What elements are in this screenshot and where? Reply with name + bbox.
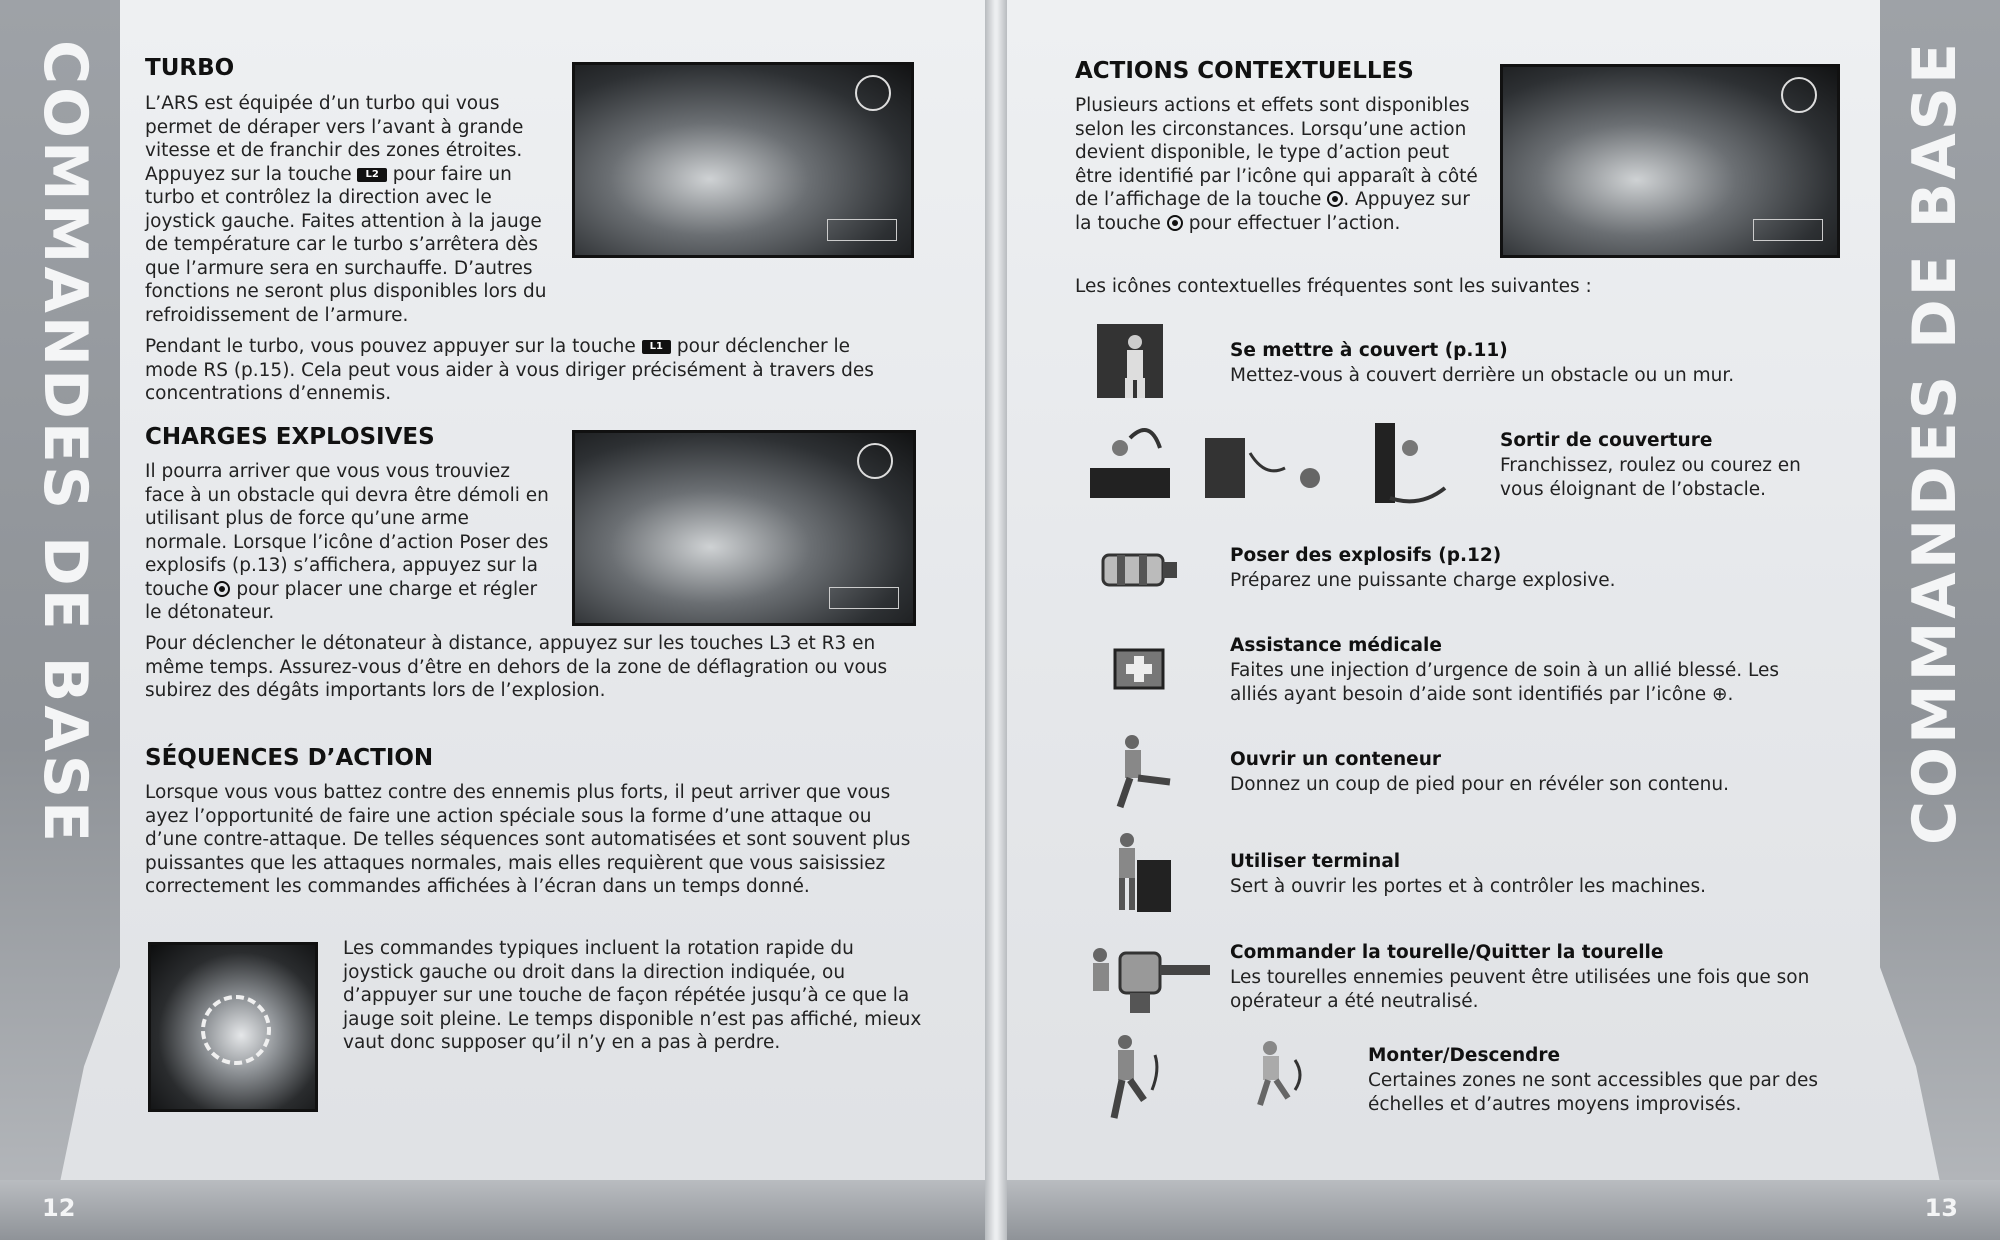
icon-title: Monter/Descendre xyxy=(1368,1045,1561,1066)
sequence-screenshot xyxy=(148,942,318,1112)
exit-cover-icon xyxy=(1090,418,1450,508)
right-side-title: COMMANDES DE BASE xyxy=(1900,40,1970,846)
charges-paragraph-2: Pour déclencher le détonateur à distance, appuyez sur les touches L3 et R3 en même temps. Assurez-vous d’être en dehors de la zone de déflagration ou vous subirez des dégâts importants lors de l’explosion. xyxy=(145,633,888,701)
icon-title: Ouvrir un conteneur xyxy=(1230,749,1442,770)
explosive-icon xyxy=(1093,540,1183,600)
icon-desc: Certaines zones ne sont accessibles que par des échelles et d’autres moyens improvisés. xyxy=(1368,1070,1819,1115)
icon-desc: Sert à ouvrir les portes et à contrôler les machines. xyxy=(1230,876,1706,897)
cover-icon xyxy=(1095,322,1165,402)
medkit-icon xyxy=(1110,640,1170,695)
kick-container-icon xyxy=(1100,732,1180,812)
icon-title: Sortir de couverture xyxy=(1500,430,1713,451)
radar-icon xyxy=(857,443,893,479)
actions-screenshot xyxy=(1500,64,1840,258)
icons-intro: Les icônes contextuelles fréquentes sont les suivantes : xyxy=(1075,276,1592,297)
page-number-right: 13 xyxy=(1924,1194,1958,1222)
terminal-icon xyxy=(1105,830,1175,915)
charges-screenshot xyxy=(572,430,916,626)
left-page xyxy=(0,0,995,1240)
actions-paragraph-1: Plusieurs actions et effets sont disponibles selon les circonstances. Lorsqu’une action devient disponible, le type d’action peut être identifié par l’icône qui apparaît à côté de l’affichage de la touche . Appuyez sur la touche pour effectuer l’action. xyxy=(1075,95,1478,234)
circle-button-icon xyxy=(214,581,230,597)
turbo-paragraph-2: Pendant le turbo, vous pouvez appuyer sur la touche L1 pour déclencher le mode RS (p.15). Cela peut vous aider à vous diriger précisément à travers des concentrations d’ennemis. xyxy=(145,336,874,404)
circle-button-icon xyxy=(1327,191,1343,207)
hud-gauge xyxy=(827,219,897,241)
icon-title: Assistance médicale xyxy=(1230,635,1442,656)
page-number-left: 12 xyxy=(42,1194,76,1222)
sequences-heading: SÉQUENCES D’ACTION xyxy=(145,745,434,771)
l1-key-icon: L1 xyxy=(642,340,671,354)
radar-icon xyxy=(855,75,891,111)
icon-desc: Donnez un coup de pied pour en révéler son contenu. xyxy=(1230,774,1729,795)
icon-title: Poser des explosifs (p.12) xyxy=(1230,545,1502,566)
l2-key-icon: L2 xyxy=(357,168,386,182)
sequences-paragraph-2: Les commandes typiques incluent la rotation rapide du joystick gauche ou droit dans la direction indiquée, ou d’appuyer sur une touche de façon répétée jusqu’à ce que la jauge soit pleine. Le temps disponible n’est pas affiché, mieux vaut donc supposer qu’il n’y en a pas à perdre. xyxy=(343,938,922,1053)
sequences-paragraph-1: Lorsque vous vous battez contre des ennemis plus forts, il peut arriver que vous ayez l’opportunité de faire une action spéciale sous la forme d’une attaque ou d’une contre-attaque. De telles séquences sont automatisées et sont souvent plus puissantes que les attaques normales, mais elles requièrent que vous saisissiez correctement les commandes affichées à l’écran dans un temps donné. xyxy=(145,782,911,897)
turbo-heading: TURBO xyxy=(145,55,235,81)
icon-title: Utiliser terminal xyxy=(1230,851,1401,872)
rotation-arrow-icon xyxy=(201,995,271,1065)
turret-icon xyxy=(1075,935,1215,1015)
icon-title: Commander la tourelle/Quitter la tourelle xyxy=(1230,942,1664,963)
turbo-paragraph-1: L’ARS est équipée d’un turbo qui vous permet de déraper vers l’avant à grande vitesse et de franchir des zones étroites. Appuyez sur la touche L2 pour faire un turbo et contrôlez la direction avec le joystick gauche. Faites attention à la jauge de température car le turbo s’arrêtera dès que l’armure sera en surchauffe. D’autres fonctions ne seront plus disponibles lors du refroidissement de l’armure. xyxy=(145,93,547,326)
hud-gauge xyxy=(1753,219,1823,241)
charges-heading: CHARGES EXPLOSIVES xyxy=(145,424,435,450)
charges-paragraph-1: Il pourra arriver que vous vous trouviez face à un obstacle qui devra être démoli en utilisant plus de force qu’une arme normale. Lorsque l’icône d’action Poser des explosifs (p.13) s’affichera, appuyez sur la touche pour placer une charge et régler le détonateur. xyxy=(145,461,549,623)
icon-desc: Les tourelles ennemies peuvent être utilisées une fois que son opérateur a été neutralisé. xyxy=(1230,967,1810,1012)
climb-icon xyxy=(1100,1030,1320,1125)
icon-desc: Mettez-vous à couvert derrière un obstacle ou un mur. xyxy=(1230,365,1735,386)
icon-desc: Faites une injection d’urgence de soin à un allié blessé. Les alliés ayant besoin d’aide sont identifiés par l’icône ⊕. xyxy=(1230,660,1780,705)
right-page xyxy=(995,0,2000,1240)
turbo-screenshot xyxy=(572,62,914,258)
icon-desc: Franchissez, roulez ou courez en vous éloignant de l’obstacle. xyxy=(1500,455,1801,500)
icon-desc: Préparez une puissante charge explosive. xyxy=(1230,570,1616,591)
hud-gauge xyxy=(829,587,899,609)
right-footer xyxy=(995,1180,2000,1240)
book-spine xyxy=(985,0,1007,1240)
left-side-title: COMMANDES DE BASE xyxy=(30,40,100,846)
circle-button-icon xyxy=(1167,215,1183,231)
icon-title: Se mettre à couvert (p.11) xyxy=(1230,340,1508,361)
actions-heading: ACTIONS CONTEXTUELLES xyxy=(1075,58,1414,84)
radar-icon xyxy=(1781,77,1817,113)
left-footer xyxy=(0,1180,995,1240)
